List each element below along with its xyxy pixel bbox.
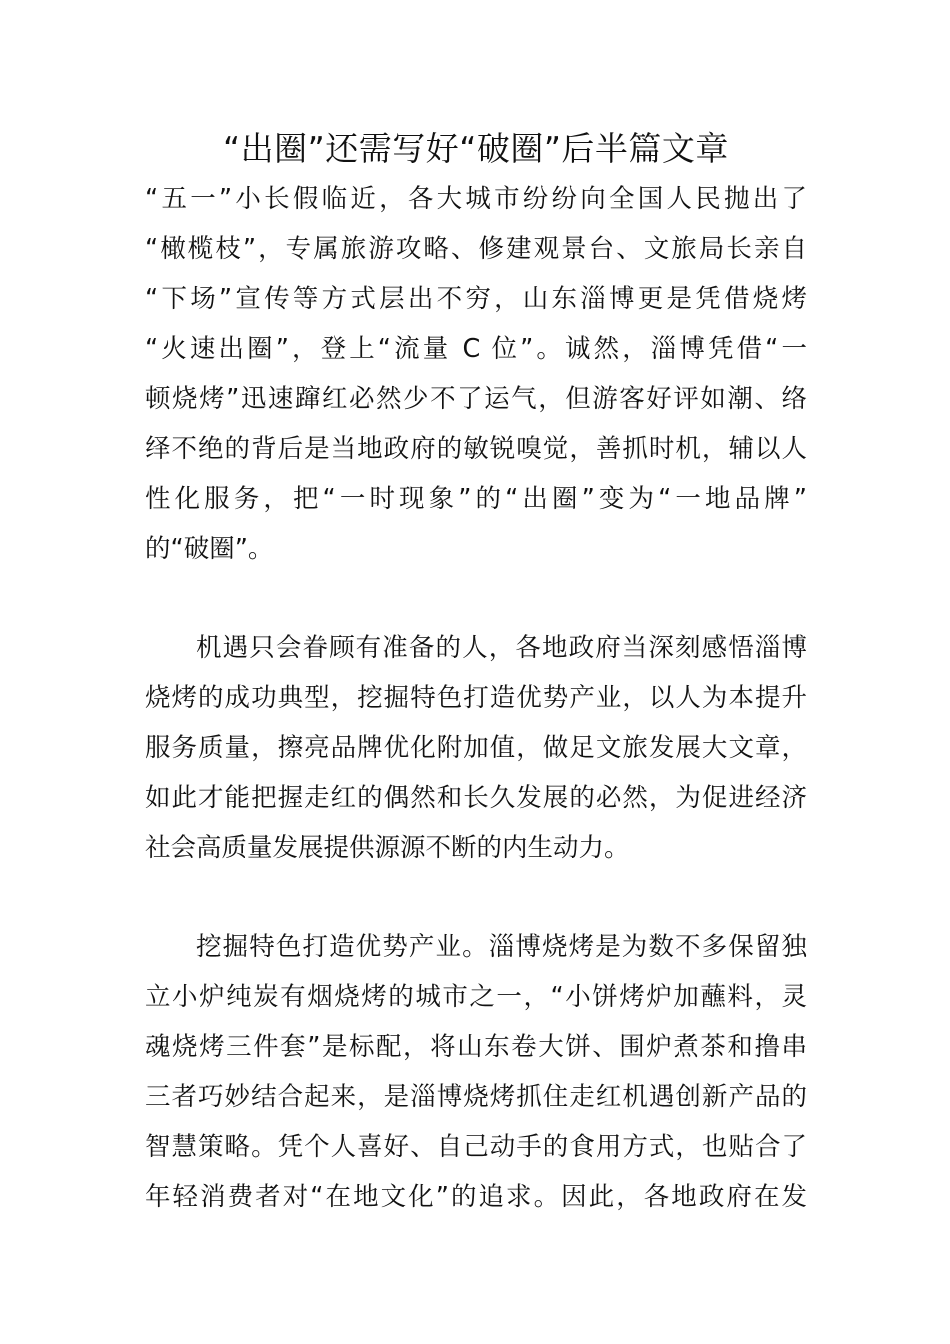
paragraph-line: 智慧策略。凭个人喜好、自己动手的食用方式，也贴合了	[145, 1132, 807, 1162]
document-title: “出圈”还需写好“破圈”后半篇文章	[223, 129, 729, 168]
paragraph-line: 顿烧烤”迅速蹿红必然少不了运气，但游客好评如潮、络	[145, 384, 807, 414]
paragraph-line: “下场”宣传等方式层出不穷，山东淄博更是凭借烧烤	[145, 284, 807, 314]
paragraph-line: 性化服务，把“一时现象”的“出圈”变为“一地品牌”	[145, 484, 807, 514]
paragraph-line: 烧烤的成功典型，挖掘特色打造优势产业，以人为本提升	[145, 683, 807, 713]
paragraph-line: 挖掘特色打造优势产业。淄博烧烤是为数不多保留独	[196, 932, 807, 962]
paragraph-line: “橄榄枝”，专属旅游攻略、修建观景台、文旅局长亲自	[145, 234, 807, 264]
paragraph-line: 绎不绝的背后是当地政府的敏锐嗅觉，善抓时机，辅以人	[145, 434, 807, 464]
paragraph-line: “火速出圈”，登上“流量 C 位”。诚然，淄博凭借“一	[145, 334, 807, 364]
paragraph-line: 服务质量，擦亮品牌优化附加值，做足文旅发展大文章，	[145, 733, 807, 763]
paragraph-line: 社会高质量发展提供源源不断的内生动力。	[145, 833, 630, 863]
paragraph-line: 年轻消费者对“在地文化”的追求。因此，各地政府在发	[145, 1182, 807, 1212]
paragraph-line: 的“破圈”。	[145, 534, 274, 564]
paragraph-line: 如此才能把握走红的偶然和长久发展的必然，为促进经济	[145, 783, 807, 813]
paragraph-line: 魂烧烤三件套”是标配，将山东卷大饼、围炉煮茶和撸串	[145, 1032, 807, 1062]
paragraph-line: “五一”小长假临近，各大城市纷纷向全国人民抛出了	[145, 184, 807, 214]
paragraph-line: 三者巧妙结合起来，是淄博烧烤抓住走红机遇创新产品的	[145, 1082, 807, 1112]
paragraph-line: 立小炉纯炭有烟烧烤的城市之一，“小饼烤炉加蘸料，灵	[145, 982, 807, 1012]
paragraph-line: 机遇只会眷顾有准备的人，各地政府当深刻感悟淄博	[196, 633, 807, 663]
